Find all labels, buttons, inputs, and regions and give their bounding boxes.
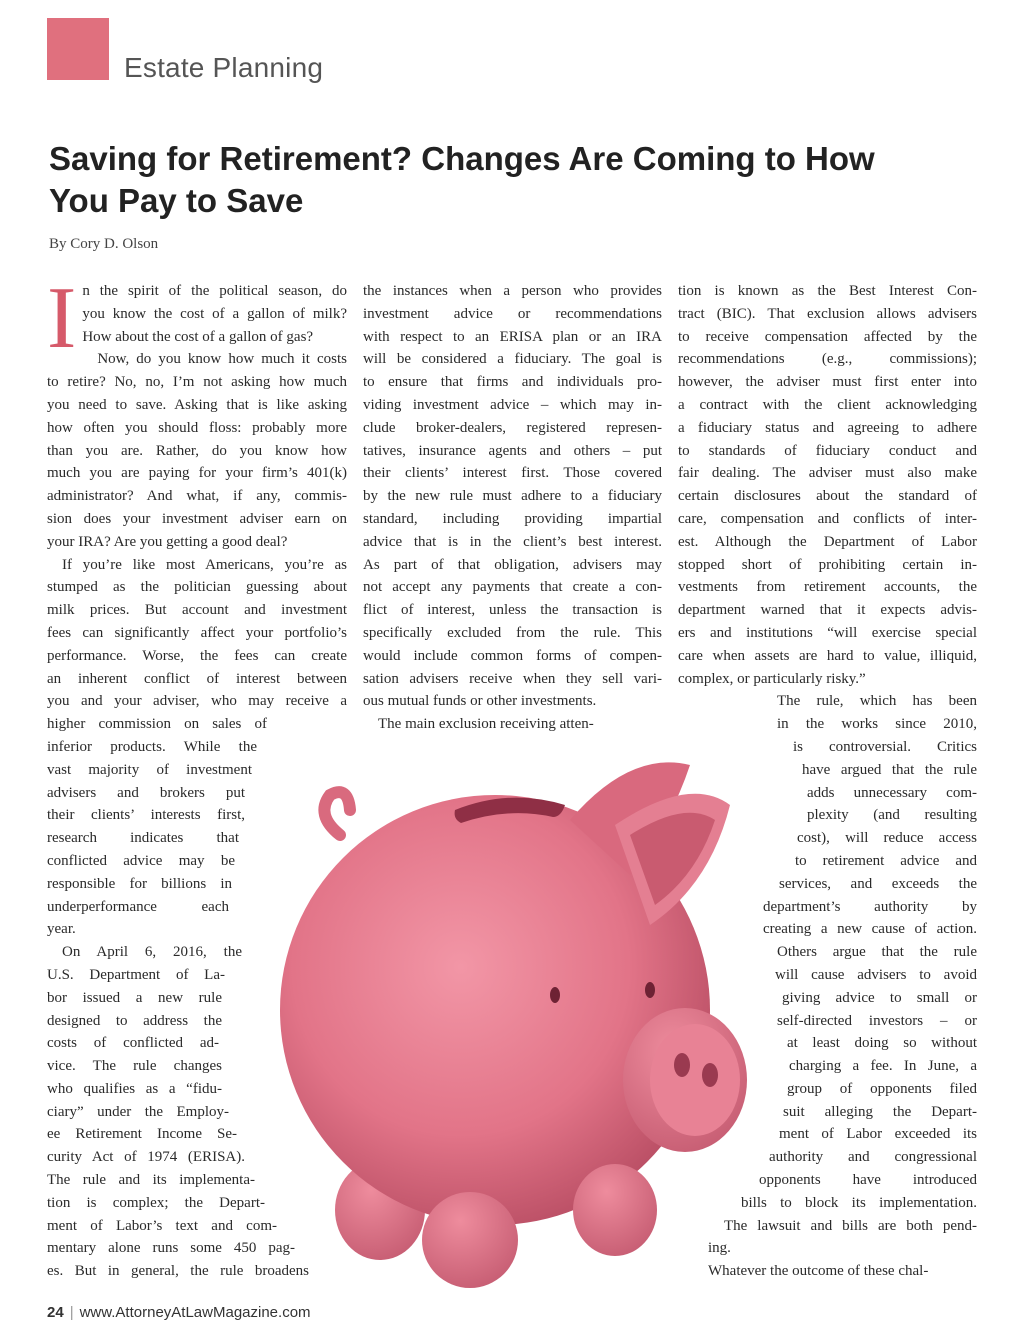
footer-website: www.AttorneyAtLawMagazine.com [79,1304,311,1321]
column-1-line: es. But in general, the rule broadens [47,1263,309,1280]
column-1-line: sion does your investment adviser earn on [47,510,347,527]
section-label: Estate Planning [124,52,324,83]
column-2-line: advice that is in the client’s best interest. [363,533,662,550]
column-3-line: charging a fee. In June, a [789,1058,977,1075]
column-1-line: designed to address the [47,1012,222,1029]
column-2-line: As part of that obligation, advisers may [363,556,662,573]
column-3-line: care, compensation and conflicts of inter- [678,510,977,527]
column-2-line: to ensure that firms and individuals pro- [363,374,662,391]
column-2-line: will be considered a fiduciary. The goal is [363,351,662,368]
column-3-line: to receive compensation affected by the [678,328,977,345]
column-1-line: you know the cost of a gallon of milk? [82,305,347,322]
column-2-line: viding investment advice – which may in- [363,396,662,413]
column-3-line: opponents have introduced [759,1172,977,1189]
section-tab-marker [47,18,109,80]
column-2-line: The main exclusion receiving atten- [378,716,594,733]
column-1-line: how often you should floss: probably more [47,419,347,436]
column-1-line: than you are. Rather, do you know how [47,442,347,459]
column-1-line: U.S. Department of La- [47,966,225,983]
column-3-line: recommendations (e.g., commissions); [678,351,977,368]
column-1-line: If you’re like most Americans, you’re as [62,556,347,573]
column-1-line: advisers and brokers put [47,784,245,801]
column-3-line: suit alleging the Depart- [783,1103,977,1120]
column-3-line: plexity (and resulting [807,807,977,824]
article-column-2 [363,280,662,736]
column-1-line: fees can significantly affect your portfolio’s [47,624,347,641]
column-1-line: Now, do you know how much it costs [97,351,347,368]
column-3-line: department’s authority by [763,898,977,915]
column-2-line: ous mutual funds or other investments. [363,693,597,710]
column-2-line: standard, including providing impartial [363,510,662,527]
column-3-line: services, and exceeds the [779,875,977,892]
column-3-line: care when assets are hard to value, illiquid, [678,647,977,664]
column-1-line: year. [47,921,76,938]
column-3-line: complex, or particularly risky.” [678,670,866,687]
column-1-line: you need to save. Asking that is like asking [47,396,347,413]
column-3-line: is controversial. Critics [793,738,977,755]
column-1-line: mentary alone runs some 450 pag- [47,1240,295,1257]
column-1-line: The rule and its implementa- [47,1172,255,1189]
column-2-line: tatives, insurance agents and others – put [363,442,662,459]
column-3-line: giving advice to small or [782,989,977,1006]
page-number: 24 [47,1304,64,1321]
column-3-line: Whatever the outcome of these chal- [708,1263,929,1280]
column-1-line: curity Act of 1974 (ERISA). [47,1149,245,1166]
column-1-line: bor issued a new rule [47,989,222,1006]
column-1-line: administrator? And what, if any, commis- [47,488,347,505]
column-1-line: research indicates that [47,830,239,847]
column-3-line: will cause advisers to avoid [775,966,977,983]
column-1-line: performance. Worse, the fees can create [47,647,347,664]
column-1-line: to retire? No, no, I’m not asking how much [47,374,347,391]
column-3-line: fair dealing. The adviser must also make [678,465,977,482]
column-3-line: ers and institutions “will exercise special [678,624,977,641]
column-1-line: underperformance each [47,898,229,915]
article-title [49,138,989,222]
article-title-line-2: You Pay to Save [49,182,304,219]
column-1-line: On April 6, 2016, the [62,944,242,961]
column-1-line: their clients’ interests first, [47,807,245,824]
column-1-line: stumped as the politician guessing about [47,579,347,596]
column-1-line: milk prices. But account and investment [47,602,347,619]
column-2-line: not accept any payments that create a con- [363,579,662,596]
column-1-line: ment of Labor’s text and com- [47,1217,277,1234]
column-3-line: to retirement advice and [795,852,977,869]
column-1-line: ciary” under the Employ- [47,1103,229,1120]
column-3-line: have argued that the rule [802,761,977,778]
column-1-line: inferior products. While the [47,738,257,755]
column-1-line: you and your adviser, who may receive a [47,693,347,710]
column-2-line: flict of interest, unless the transaction is [363,602,662,619]
column-1-line: your IRA? Are you getting a good deal? [47,533,288,550]
column-1-line: ee Retirement Income Se- [47,1126,237,1143]
column-2-line: the instances when a person who provides [363,283,662,299]
column-3-line: cost), will reduce access [797,830,977,847]
column-3-line: a contract with the client acknowledging [678,396,977,413]
drop-cap: I [47,270,77,367]
column-2-line: investment advice or recommendations [363,305,662,322]
footer-separator: | [69,1304,74,1321]
column-3-line: ment of Labor exceeded its [779,1126,977,1143]
column-1-line: conflicted advice may be [47,852,235,869]
column-2-line: by the new rule must adhere to a fiduciary [363,488,662,505]
column-3-line: tion is known as the Best Interest Con- [678,283,977,299]
column-3-line: creating a new cause of action. [763,921,977,938]
column-1-line: vast majority of investment [47,761,252,778]
column-1-line: costs of conflicted ad- [47,1035,219,1052]
column-3-line: at least doing so without [787,1035,977,1052]
column-3-line: est. Although the Department of Labor [678,533,977,550]
column-3-line: a fiduciary status and agreeing to adhere [678,419,977,436]
column-3-line: The lawsuit and bills are both pend- [724,1217,977,1234]
column-1-line: higher commission on sales of [47,716,267,733]
column-3-line: adds unnecessary com- [807,784,977,801]
column-3-line: group of opponents filed [787,1080,977,1097]
column-1-line: an inherent conflict of interest between [47,670,347,687]
page-footer [47,1304,311,1321]
column-2-line: clude broker-dealers, registered represen- [363,419,662,436]
column-1-line: n the spirit of the political season, do [82,283,347,299]
column-3-line: stopped short of prohibiting certain in- [678,556,977,573]
column-2-line: sation advisers receive when they sell vari- [363,670,662,687]
column-1-line: vice. The rule changes [47,1058,222,1075]
column-3-line: however, the adviser must first enter into [678,374,977,391]
column-1-line: much you are paying for your firm’s 401(k) [47,465,347,482]
column-3-line: self-directed investors – or [777,1012,977,1029]
column-1-line: How about the cost of a gallon of gas? [82,328,314,345]
column-2-line: their clients’ interest first. Those covered [363,465,662,482]
column-3-line: vestments from retirement accounts, the [678,579,977,596]
column-3-line: bills to block its implementation. [741,1194,977,1211]
piggy-bank-icon [270,740,750,1300]
column-3-line: ing. [708,1240,731,1257]
column-2-line: would include common forms of compen- [363,647,662,664]
column-1-line: who qualifies as a “fidu- [47,1080,222,1097]
article-title-line-1: Saving for Retirement? Changes Are Coming to How [49,140,875,177]
column-3-line: Others argue that the rule [777,944,977,961]
column-3-line: tract (BIC). That exclusion allows advisers [678,305,977,322]
column-2-line: specifically excluded from the rule. This [363,624,662,641]
column-3-line: in the works since 2010, [777,716,977,733]
column-3-line: to standards of fiduciary conduct and [678,442,977,459]
column-1-line: responsible for billions in [47,875,232,892]
column-2-line: with respect to an ERISA plan or an IRA [363,328,662,345]
column-3-line: department warned that it expects advis- [678,602,977,619]
column-1-line: tion is complex; the Depart- [47,1194,265,1211]
column-3-line: The rule, which has been [777,693,977,710]
column-3-line: authority and congressional [769,1149,977,1166]
column-3-line: certain disclosures about the standard of [678,488,977,505]
byline: By Cory D. Olson [49,236,159,252]
